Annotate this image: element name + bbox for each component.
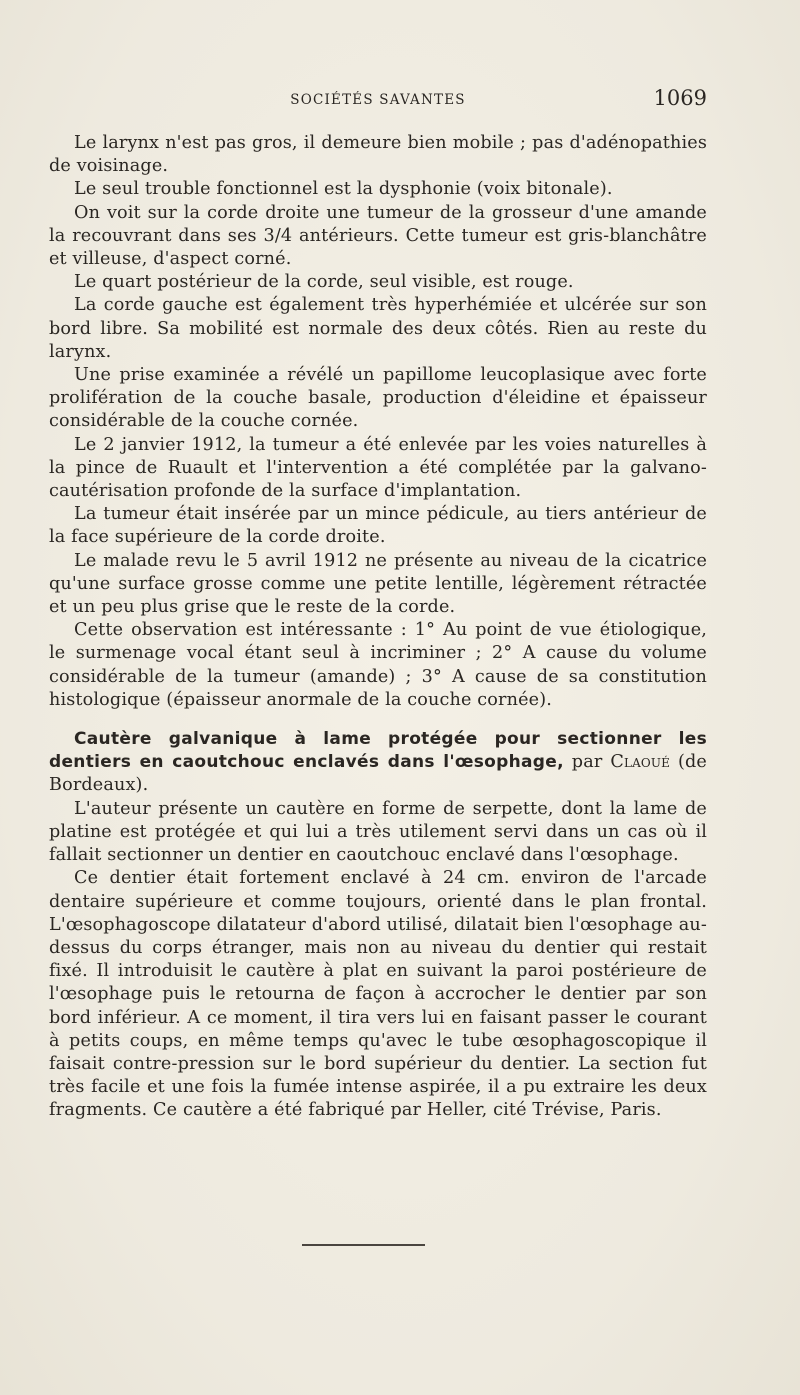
case-report-body (49, 132, 707, 712)
paragraph: Le seul trouble fonctionnel est la dysphonie (voix bitonale). (74, 179, 613, 200)
section-author: Claoué (610, 752, 671, 773)
journal-page (49, 86, 707, 1123)
paragraph: Le quart postérieur de la corde, seul visible, est rouge. (74, 272, 574, 293)
paragraph: L'auteur présente un cautère en forme de serpette, dont la lame de platine est protégée et qui lui a très utilement servi dans un cas où il fallait sectionner un dentier en caoutchouc enclavé dans l'œsophage. (49, 798, 707, 866)
end-rule (302, 1244, 425, 1246)
paragraph: Le 2 janvier 1912, la tumeur a été enlevée par les voies naturelles à la pince de Ruault et l'intervention a été complétée par la galvano-cautérisation profonde de la surface d'implantation. (49, 434, 707, 502)
section-title: Cautère galvanique à lame protégée pour sectionner les dentiers en caoutchouc enclavés dans l'œsophage, (49, 729, 707, 773)
page-header (49, 86, 707, 120)
page-number: 1069 (653, 86, 707, 110)
paragraph: Le larynx n'est pas gros, il demeure bien mobile ; pas d'adénopathies de voisinage. (49, 133, 707, 177)
paragraph: Ce dentier était fortement enclavé à 24 cm. environ de l'arcade dentaire supérieure et comme toujours, orienté dans le plan frontal. L'œsophagoscope dilatateur d'abord utilisé, dilatait bien l'œsophage au-dessus du corps étranger, mais non au niveau du dentier qui restait fixé. Il introduisit le cautère à plat en suivant la paroi postérieure de l'œsophage puis le retourna de façon à accrocher le dentier par son bord inférieur. A ce moment, il tira vers lui en faisant passer le courant à petits coups, en même temps qu'avec le tube œsophagoscopique il faisait contre-pression sur le bord supérieur du dentier. La section fut très facile et une fois la fumée intense aspirée, il a pu extraire les deux fragments. Ce cautère a été fabriqué par Heller, cité Trévise, Paris. (49, 868, 707, 1121)
paragraph: La tumeur était insérée par un mince pédicule, au tiers antérieur de la face supérieure de la corde droite. (49, 504, 707, 548)
paragraph: On voit sur la corde droite une tumeur de la grosseur d'une amande la recouvrant dans ses 3/4 antérieurs. Cette tumeur est gris-blanchâtre et villeuse, d'aspect corné. (49, 202, 707, 270)
paragraph: Le malade revu le 5 avril 1912 ne présente au niveau de la cicatrice qu'une surface grosse comme une petite lentille, légèrement rétractée et un peu plus grise que le reste de la corde. (49, 550, 707, 618)
paragraph: La corde gauche est également très hyperhémiée et ulcérée sur son bord libre. Sa mobilité est normale des deux côtés. Rien au reste du larynx. (49, 295, 707, 362)
section-affiliation: (de Bordeaux). (49, 752, 707, 796)
communication-body (49, 798, 707, 1123)
running-head: SOCIÉTÉS SAVANTES (290, 92, 466, 108)
paragraph: Cette observation est intéressante : 1° Au point de vue étiologique, le surmenage vocal étant seul à incriminer ; 2° A cause du volume considérable de la tumeur (amande) ; 3° A cause de sa constitution histologique (épaisseur anormale de la couche cornée). (49, 620, 707, 710)
section-by: par (563, 752, 611, 773)
paragraph: Une prise examinée a révélé un papillome leucoplasique avec forte prolifération de la couche basale, production d'éleidine et épaisseur considérable de la couche cornée. (49, 365, 707, 432)
section-heading (49, 728, 707, 798)
